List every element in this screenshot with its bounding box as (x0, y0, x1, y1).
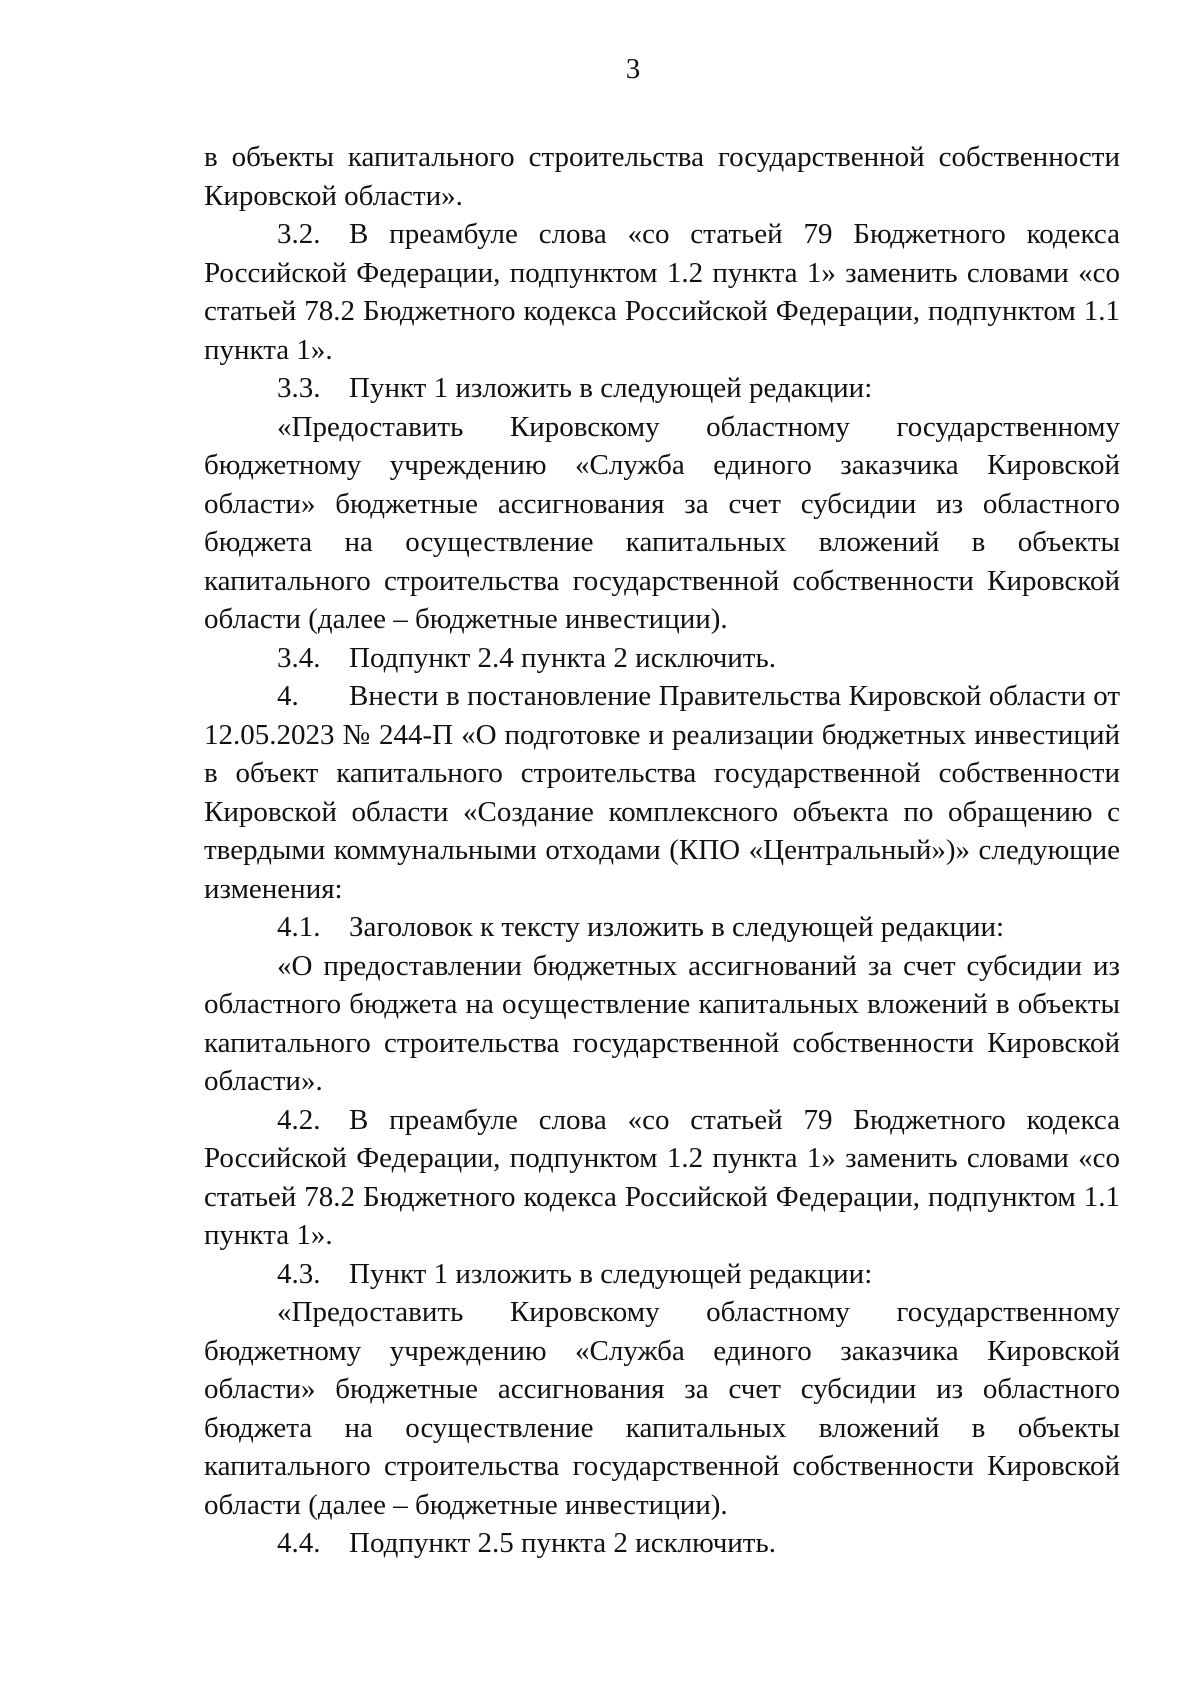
paragraph-continuation (204, 138, 1120, 215)
paragraph-quote-1 (204, 408, 1120, 639)
paragraph-number: 3.2. (277, 218, 321, 250)
document-body (204, 138, 1120, 1563)
paragraph-4-3 (204, 1255, 1120, 1294)
paragraph-4 (204, 677, 1120, 908)
paragraph-3-3 (204, 369, 1120, 408)
paragraph-number: 4.3. (277, 1257, 321, 1290)
paragraph-text: Пункт 1 изложить в следующей редакции: (349, 372, 873, 404)
paragraph-text: Пункт 1 изложить в следующей редакции: (349, 1257, 873, 1290)
paragraph-text: «Предоставить Кировскому областному государственному бюджетному учреждению «Служба единого заказчика Кировской области» бюджетные ассигнования за счет субсидии из областного бюджета на осуществление капитальных вложений в объекты капитального строительства государственной собственности Кировской области (далее – бюджетные инвестиции). (204, 410, 1120, 635)
page-number: 3 (625, 53, 641, 85)
paragraph-text: Внести в постановление Правительства Кировской области от 12.05.2023 № 244-П «О подготовке и реализации бюджетных инвестиций в объект капитального строительства государственной собственности Кировской области «Создание комплексного объекта по обращению с твердыми коммунальными отходами (КПО «Центральный»)» следующие изменения: (204, 680, 1120, 905)
paragraph-number: 3.4. (277, 641, 321, 674)
paragraph-3-4 (204, 639, 1120, 678)
paragraph-text: Подпункт 2.5 пункта 2 исключить. (349, 1527, 776, 1559)
paragraph-quote-2 (204, 947, 1120, 1101)
paragraph-number: 4.4. (277, 1527, 321, 1559)
paragraph-text: Заголовок к тексту изложить в следующей редакции: (349, 911, 1005, 943)
paragraph-4-2 (204, 1101, 1120, 1255)
paragraph-text: В преамбуле слова «со статьей 79 Бюджетного кодекса Российской Федерации, подпунктом 1.2 пункта 1» заменить словами «со статьей 78.2 Бюджетного кодекса Российской Федерации, подпунктом 1.1 пункта 1». (204, 218, 1120, 366)
paragraph-text: «Предоставить Кировскому областному государственному бюджетному учреждению «Служба единого заказчика Кировской области» бюджетные ассигнования за счет субсидии из областного бюджета на осуществление капитальных вложений в объекты капитального строительства государственной собственности Кировской области (далее – бюджетные инвестиции). (204, 1296, 1120, 1521)
paragraph-4-1 (204, 908, 1120, 947)
paragraph-4-4 (204, 1524, 1120, 1563)
paragraph-3-2 (204, 215, 1120, 369)
paragraph-text: в объекты капитального строительства государственной собственности Кировской области». (204, 141, 1120, 212)
paragraph-number: 3.3. (277, 372, 321, 404)
paragraph-text: В преамбуле слова «со статьей 79 Бюджетного кодекса Российской Федерации, подпунктом 1.2 пункта 1» заменить словами «со статьей 78.2 Бюджетного кодекса Российской Федерации, подпунктом 1.1 пункта 1». (204, 1103, 1120, 1251)
paragraph-number: 4.2. (277, 1103, 321, 1136)
paragraph-quote-3 (204, 1293, 1120, 1524)
paragraph-text: «О предоставлении бюджетных ассигнований за счет субсидии из областного бюджета на осуществление капитальных вложений в объекты капитального строительства государственной собственности Кировской области». (204, 949, 1120, 1097)
paragraph-text: Подпункт 2.4 пункта 2 исключить. (349, 641, 776, 674)
paragraph-number: 4.1. (277, 911, 321, 943)
paragraph-number: 4. (277, 680, 299, 712)
